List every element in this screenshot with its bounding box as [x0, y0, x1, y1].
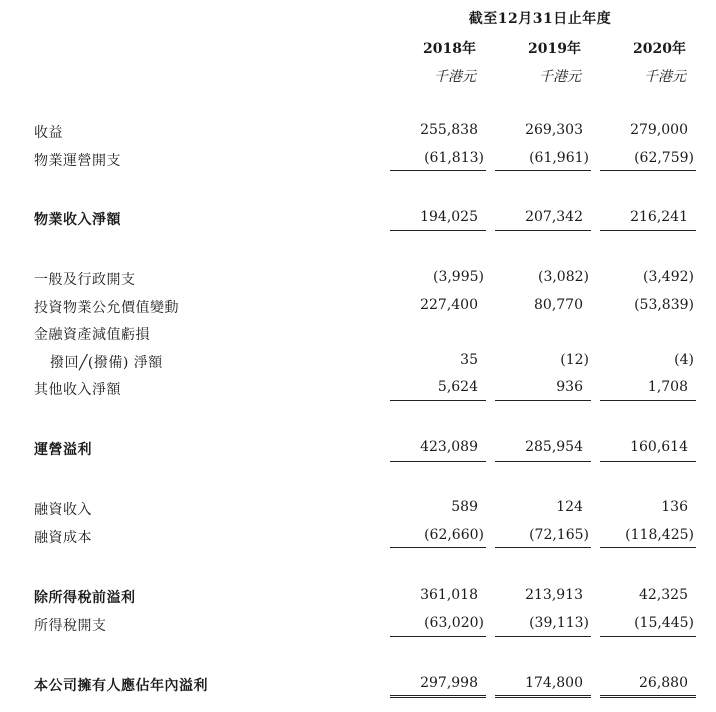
subtotal-rule-2019: [495, 400, 591, 401]
total-rule-2020: [600, 230, 696, 231]
double-rule-2020: [600, 695, 696, 698]
subtotal-rule-2019: [495, 547, 591, 548]
year-header-2018: 2018年: [423, 41, 476, 57]
unit-label-2020: 千港元: [644, 69, 686, 85]
subtotal-rule-2018: [390, 547, 486, 548]
value-2020: 216,241: [630, 209, 688, 225]
row-label: 其他收入淨額: [34, 382, 121, 398]
value-2020: 136: [661, 499, 688, 515]
row-label: 金融資產減值虧損: [34, 327, 150, 343]
value-2019: (61,961): [529, 150, 589, 166]
subtotal-rule-2018: [390, 400, 486, 401]
row-label: 物業運營開支: [34, 153, 121, 169]
unit-label-2019: 千港元: [539, 69, 581, 85]
double-rule-2018: [390, 695, 486, 698]
total-rule-2018: [390, 461, 486, 462]
value-2020: 160,614: [630, 439, 688, 455]
value-2018: 423,089: [420, 439, 478, 455]
value-2018: 361,018: [420, 587, 478, 603]
value-2018: 297,998: [420, 675, 478, 691]
row-label: 撥回╱(撥備) 淨額: [50, 355, 163, 371]
value-2019: (12): [560, 352, 589, 368]
subtotal-rule-2020: [600, 547, 696, 548]
value-2019: 285,954: [525, 439, 583, 455]
row-label: 融資收入: [34, 502, 92, 518]
subtotal-rule-2020: [600, 400, 696, 401]
value-2018: (3,995): [432, 269, 484, 285]
subtotal-rule-2020: [600, 170, 696, 171]
row-label: 所得稅開支: [34, 618, 107, 634]
value-2020: (15,445): [634, 615, 694, 631]
value-2020: (62,759): [634, 150, 694, 166]
row-label: 投資物業公允價值變動: [34, 300, 179, 316]
value-2020: (53,839): [634, 297, 694, 313]
value-2020: (3,492): [642, 269, 694, 285]
subtotal-rule-2020: [600, 636, 696, 637]
value-2018: 255,838: [420, 122, 478, 138]
period-header: 截至12月31日止年度: [468, 11, 612, 27]
value-2020: 42,325: [639, 587, 688, 603]
value-2018: (62,660): [424, 527, 484, 543]
value-2019: 269,303: [525, 122, 583, 138]
value-2019: 213,913: [525, 587, 583, 603]
row-label: 收益: [34, 125, 63, 141]
value-2020: 1,708: [647, 379, 688, 395]
value-2018: (63,020): [424, 615, 484, 631]
value-2019: 207,342: [525, 209, 583, 225]
subtotal-rule-2019: [495, 636, 591, 637]
value-2020: (118,425): [625, 527, 694, 543]
value-2020: 279,000: [630, 122, 688, 138]
year-header-2019: 2019年: [528, 41, 581, 57]
value-2019: (39,113): [529, 615, 589, 631]
total-rule-2019: [495, 461, 591, 462]
double-rule-2019: [495, 695, 591, 698]
subtotal-rule-2018: [390, 636, 486, 637]
value-2019: 174,800: [525, 675, 583, 691]
value-2019: 80,770: [534, 297, 583, 313]
value-2019: 936: [556, 379, 583, 395]
row-label: 融資成本: [34, 530, 92, 546]
row-label: 本公司擁有人應佔年內溢利: [34, 678, 208, 694]
row-label: 一般及行政開支: [34, 272, 136, 288]
value-2019: 124: [556, 499, 583, 515]
row-label: 除所得稅前溢利: [34, 590, 136, 606]
year-header-2020: 2020年: [633, 41, 686, 57]
value-2018: 5,624: [437, 379, 478, 395]
value-2018: 194,025: [420, 209, 478, 225]
value-2019: (3,082): [537, 269, 589, 285]
row-label: 運營溢利: [34, 442, 92, 458]
subtotal-rule-2018: [390, 170, 486, 171]
row-label: 物業收入淨額: [34, 212, 121, 228]
value-2018: 227,400: [420, 297, 478, 313]
value-2018: (61,813): [424, 150, 484, 166]
total-rule-2018: [390, 230, 486, 231]
value-2020: 26,880: [639, 675, 688, 691]
subtotal-rule-2019: [495, 170, 591, 171]
total-rule-2020: [600, 461, 696, 462]
total-rule-2019: [495, 230, 591, 231]
value-2019: (72,165): [529, 527, 589, 543]
value-2020: (4): [674, 352, 694, 368]
unit-label-2018: 千港元: [434, 69, 476, 85]
value-2018: 589: [451, 499, 478, 515]
value-2018: 35: [460, 352, 478, 368]
